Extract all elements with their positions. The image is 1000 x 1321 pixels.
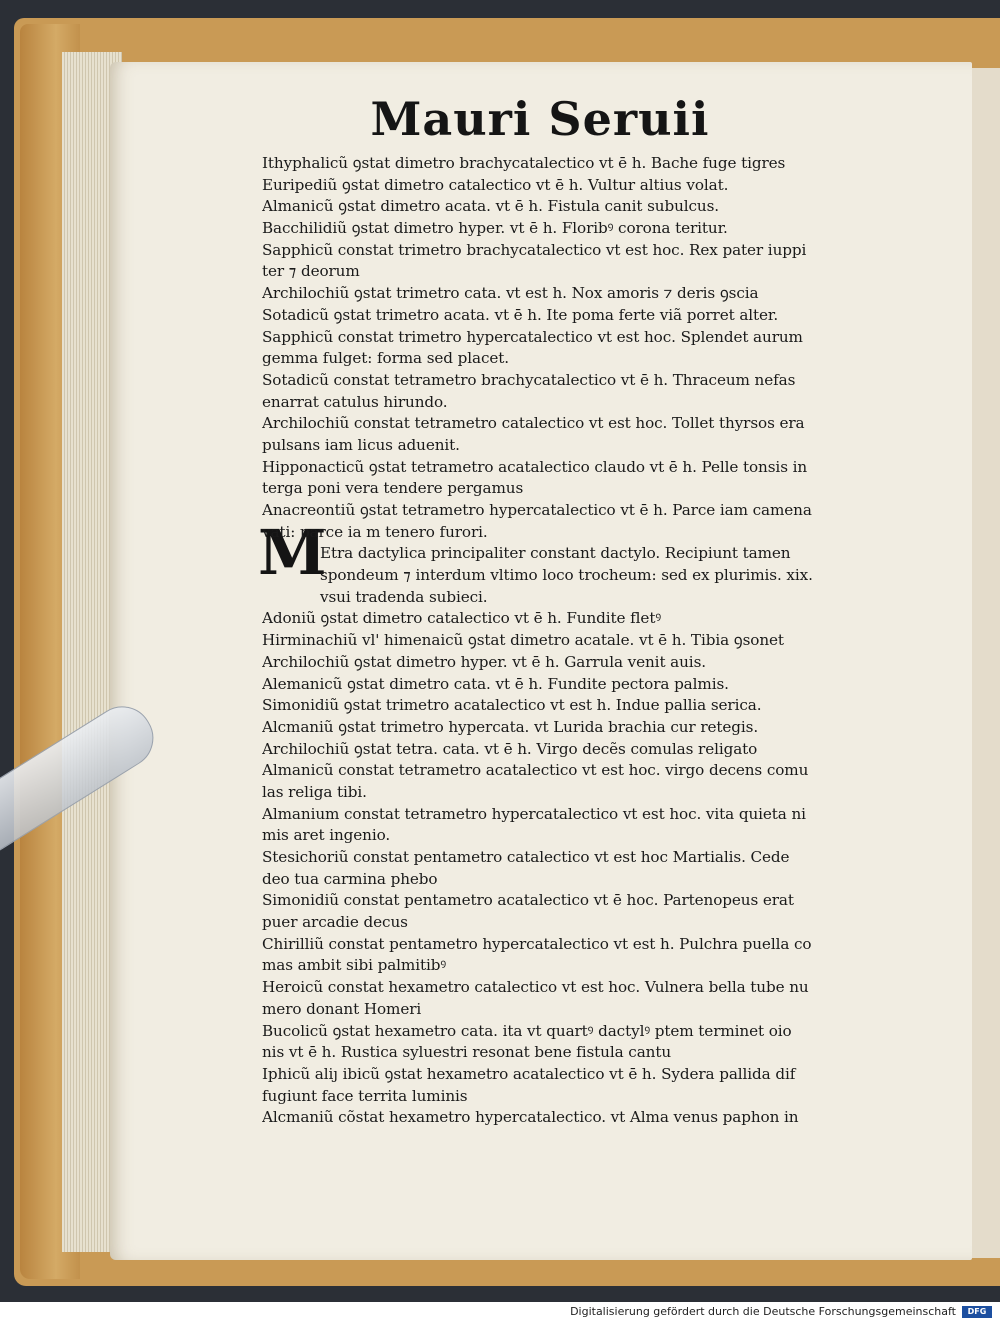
text-line: mero donant Homeri [262,999,422,1018]
text-line: mis aret ingenio. [262,826,391,845]
text-line: Alcmaniũ ꝯstat trimetro hypercata. vt Lurida brachia cur retegis. [262,717,759,736]
text-line: Almanium constat tetrametro hypercatalectico vt est hoc. vita quieta ni [262,804,806,823]
text-line: Sotadicũ ꝯstat trimetro acata. vt ē h. Ite poma ferte viã porret alter. [262,305,779,324]
text-line: deo tua carmina phebo [262,869,438,888]
text-line: mas ambit sibi palmitibꝰ [262,956,447,975]
text-line: enarrat catulus hirundo. [262,392,448,411]
text-line: spondeum ⁊ interdum vltimo loco trocheum: sed ex plurimis. xix. [320,566,813,585]
text-line: Hirminachiũ vl' himenaicũ ꝯstat dimetro acatale. vt ē h. Tibia ꝯsonet [262,631,784,650]
footer-bar [0,1302,1000,1321]
drop-cap: M [258,516,327,589]
text-line: Euripediũ ꝯstat dimetro catalectico vt ē h. Vultur altius volat. [262,175,729,194]
text-line: Hipponacticũ ꝯstat tetrametro acatalectico claudo vt ē h. Pelle tonsis in [262,457,808,476]
dfg-logo: DFG [962,1306,992,1318]
text-line: Alcmaniũ cõstat hexametro hypercatalectico. vt Alma venus paphon in [262,1108,799,1127]
text-line: Simonidiũ constat pentametro acatalectico vt ē hoc. Partenopeus erat [262,891,794,910]
text-line: Anacreontiũ ꝯstat tetrametro hypercatalectico vt ē h. Parce iam camena [262,501,812,519]
text-line: Ithyphalicũ ꝯstat dimetro brachycatalectico vt ē h. Bache fuge tigres [262,154,786,172]
facing-page-edge [972,68,1000,1258]
text-line: fugiunt face territa luminis [262,1086,468,1105]
text-line: Adoniũ ꝯstat dimetro catalectico vt ē h. Fundite fletꝰ [262,609,662,628]
text-line: Stesichoriũ constat pentametro catalectico vt est hoc Martialis. Cede [262,848,790,866]
text-line: Archilochiũ ꝯstat trimetro cata. vt est h. Nox amoris ⁊ deris ꝯscia [262,284,759,303]
text-line: Almanicũ ꝯstat dimetro acata. vt ē h. Fistula canit subulcus. [262,197,720,216]
text-line: vsui tradenda subieci. [320,587,488,606]
text-line: Sapphicũ constat trimetro hypercatalectico vt est hoc. Splendet aurum [262,327,803,346]
text-line: ter ⁊ deorum [262,262,360,281]
body-text [262,153,897,1129]
text-line: nis vt ē h. Rustica syluestri resonat bene fistula cantu [262,1043,672,1062]
text-line: Heroicũ constat hexametro catalectico vt est hoc. Vulnera bella tube nu [262,978,809,997]
text-line: Archilochiũ constat tetrametro catalectico vt est hoc. Tollet thyrsos era [262,414,805,433]
text-line: vati: parce ia m tenero furori. [262,522,488,541]
text-line: Iphicũ aliȷ ibicũ ꝯstat hexametro acatalectico vt ē h. Sydera pallida dif [262,1064,796,1083]
page-title: Mauri Seruii [370,92,710,146]
text-line: Sotadicũ constat tetrametro brachycatalectico vt ē h. Thraceum nefas [262,370,796,389]
text-line: Bucolicũ ꝯstat hexametro cata. ita vt quartꝰ dactylꝰ ptem terminet oio [262,1021,792,1040]
text-line: Bacchilidiũ ꝯstat dimetro hyper. vt ē h. Floribꝰ corona teritur. [262,219,728,238]
text-line: gemma fulget: forma sed placet. [262,349,510,368]
text-line: Simonidiũ ꝯstat trimetro acatalectico vt est h. Indue pallia serica. [262,696,762,715]
text-line: Chirilliũ constat pentametro hypercatalectico vt est h. Pulchra puella co [262,934,812,953]
text-line: pulsans iam licus aduenit. [262,435,460,454]
text-line: Archilochiũ ꝯstat tetra. cata. vt ē h. Virgo decẽs comulas religato [262,739,758,758]
text-line: Etra dactylica principaliter constant dactylo. Recipiunt tamen [320,544,791,563]
text-line: Alemanicũ ꝯstat dimetro cata. vt ē h. Fundite pectora palmis. [262,674,729,693]
text-line: puer arcadie decus [262,913,408,932]
text-line: terga poni vera tendere pergamus [262,479,524,498]
text-line: Archilochiũ ꝯstat dimetro hyper. vt ē h. Garrula venit auis. [262,652,706,671]
text-line: Almanicũ constat tetrametro acatalectico vt est hoc. virgo decens comu [262,761,809,780]
funding-credit: Digitalisierung gefördert durch die Deutsche Forschungsgemeinschaft [570,1305,956,1318]
text-line: Sapphicũ constat trimetro brachycatalectico vt est hoc. Rex pater iuppi [262,240,807,259]
text-line: las religa tibi. [262,782,367,801]
